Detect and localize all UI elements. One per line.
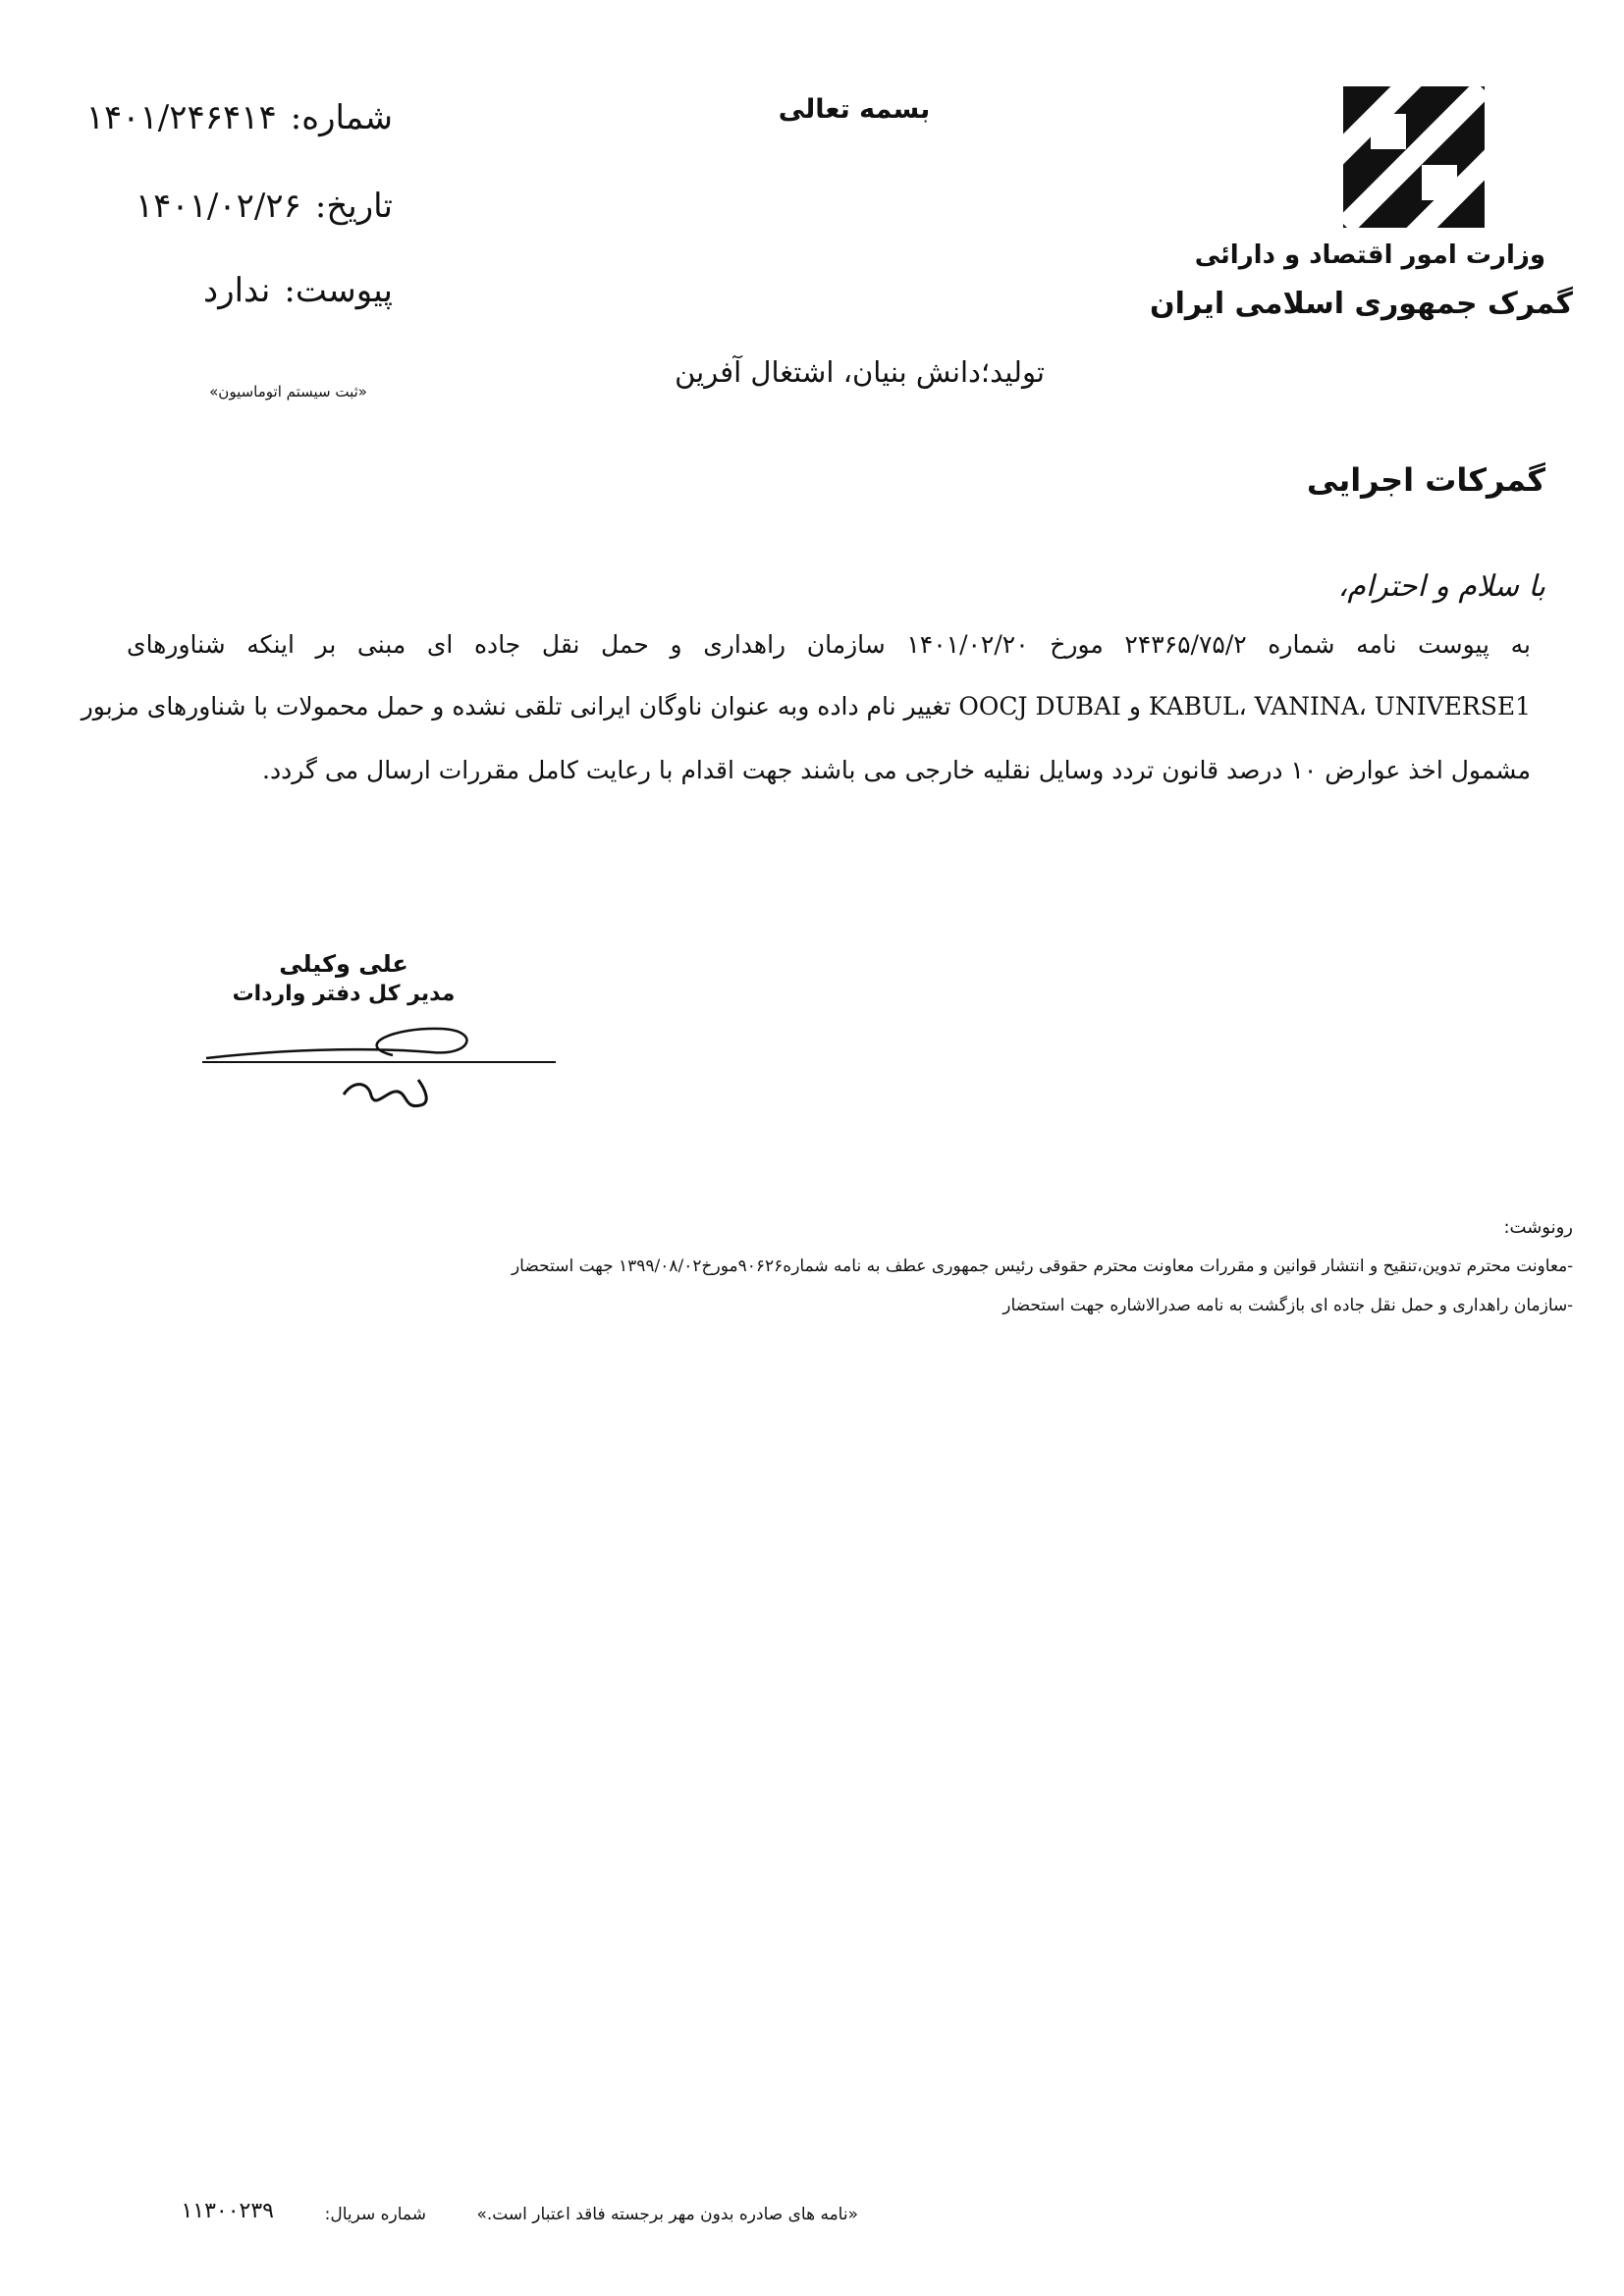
- serial-label: شماره سریال:: [324, 2205, 426, 2224]
- basmala: بسمه تعالی: [778, 94, 931, 125]
- handwritten-signature: [196, 1011, 569, 1119]
- cc-item: -سازمان راهداری و حمل نقل جاده ای بازگشت به نامه صدرالاشاره جهت استحضار: [1002, 1296, 1573, 1315]
- salutation: با سلام و احترام،: [1337, 569, 1545, 604]
- automation-note: «ثبت سیستم اتوماسیون»: [209, 383, 367, 400]
- letter-number-value: ۱۴۰۱/۲۴۶۴۱۴: [85, 98, 277, 137]
- customs-emblem-icon: [1335, 79, 1492, 236]
- letter-date: [135, 187, 393, 226]
- validity-note: «نامه های صادره بدون مهر برجسته فاقد اعتبار است.»: [476, 2205, 858, 2224]
- cc-heading: رونوشت:: [1503, 1217, 1573, 1238]
- slogan: تولید؛دانش بنیان، اشتغال آفرین: [675, 355, 1045, 389]
- letter-date-value: ۱۴۰۱/۰۲/۲۶: [135, 187, 301, 226]
- letter-attachment-value: ندارد: [203, 271, 271, 310]
- cc-item: -معاونت محترم تدوین،تنقیح و انتشار قوانین و مقررات معاونت محترم حقوقی رئیس جمهوری عطف به نامه شماره۹۰۶۲۶مورخ۱۳۹۹/۰۸/۰۲ جهت استحضار: [511, 1256, 1573, 1276]
- signer-title: مدیر کل دفتر واردات: [232, 982, 456, 1006]
- letter-number-label: شماره:: [290, 98, 393, 137]
- letter-date-label: تاریخ:: [314, 187, 393, 226]
- body-line: مشمول اخذ عوارض ۱۰ درصد قانون تردد وسایل نقلیه خارجی می باشند جهت اقدام با رعایت کامل مقررات ارسال می گردد.: [262, 756, 1531, 784]
- letter-number: [86, 98, 393, 137]
- ministry-name: وزارت امور اقتصاد و دارائی: [1194, 240, 1545, 270]
- signer-name: علی وکیلی: [279, 950, 408, 978]
- letter-attachment-label: پیوست:: [284, 271, 393, 310]
- serial-value: ۱۱۳۰۰۲۳۹: [181, 2199, 274, 2223]
- organization-name: گمرک جمهوری اسلامی ایران: [1150, 287, 1573, 321]
- letter-attachment: [203, 271, 393, 310]
- recipient: گمرکات اجرایی: [1306, 461, 1545, 499]
- body-line: KABUL، VANINA، UNIVERSE1 و OOCJ DUBAI تغییر نام داده وبه عنوان ناوگان ایرانی تلقی نشده و حمل محمولات با شناورهای مزبور: [81, 692, 1531, 721]
- body-line: به پیوست نامه شماره ۲۴۳۶۵/۷۵/۲ مورخ ۱۴۰۱/۰۲/۲۰ سازمان راهداری و حمل نقل جاده ای مبنی بر اینکه شناورهای: [127, 630, 1531, 659]
